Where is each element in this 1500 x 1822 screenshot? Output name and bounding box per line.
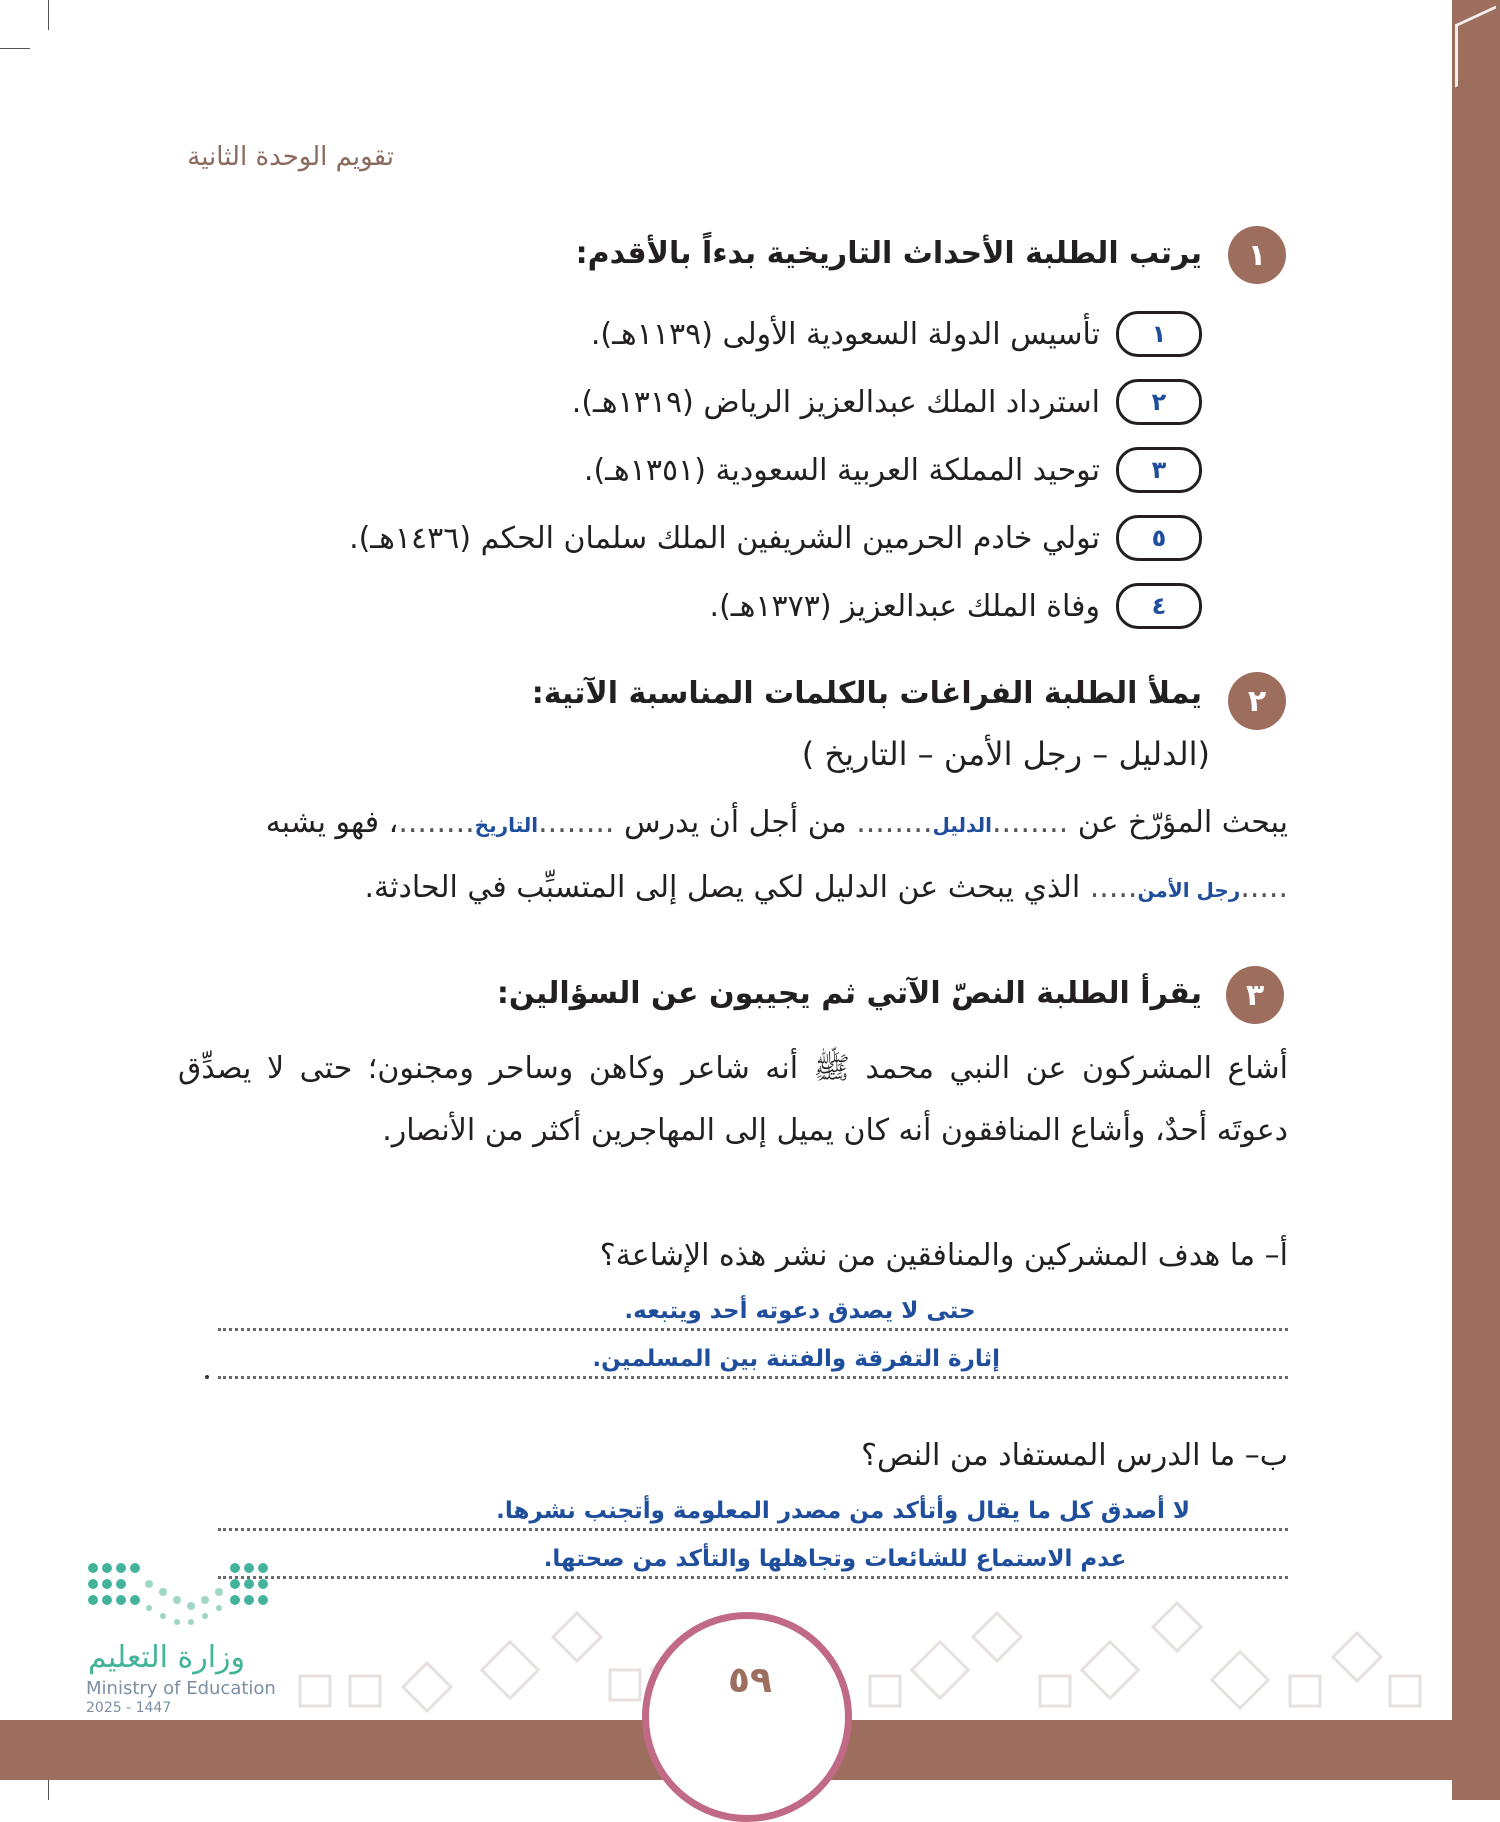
blank-answer[interactable]: التاريخ [474, 813, 539, 837]
blank-dots: ........ [991, 805, 1069, 840]
blank-answer[interactable]: رجل الأمن [1137, 878, 1241, 902]
answer-b2[interactable]: عدم الاستماع للشائعات وتجاهلها والتأكد من صحتها. [543, 1546, 1127, 1572]
trailing-dot [205, 1375, 209, 1379]
decorative-pattern-icon [280, 1580, 1450, 1720]
question-2-title: يملأ الطلبة الفراغات بالكلمات المناسبة الآتية: [531, 676, 1202, 711]
question-1-badge: ١ [1228, 226, 1286, 284]
word-bank: (الدليل – رجل الأمن – التاريخ ) [801, 735, 1210, 773]
order-answer-box[interactable]: ٣ [1116, 447, 1202, 493]
answer-a1[interactable]: حتى لا يصدق دعوته أحد ويتبعه. [624, 1298, 976, 1324]
side-color-band [1452, 0, 1500, 1800]
sentence-text: يبحث المؤرّخ عن [1068, 805, 1288, 840]
ministry-logo-arabic: وزارة التعليم [88, 1640, 246, 1675]
question-3-title: يقرأ الطلبة النصّ الآتي ثم يجيبون عن السؤالين: [496, 976, 1202, 1011]
event-text: تولي خادم الحرمين الشريفين الملك سلمان الحكم (١٤٣٦هـ). [349, 520, 1100, 556]
question-b: ب– ما الدرس المستفاد من النص؟ [861, 1438, 1288, 1473]
reading-passage: أشاع المشركون عن النبي محمد ﷺ أنه شاعر وكاهن وساحر ومجنون؛ حتى لا يصدِّق دعوتَه أحدٌ، وأشاع المنافقون أنه كان يميل إلى المهاجرين أكثر من الأنصار. [178, 1051, 1288, 1148]
blank-dots: ........ [538, 805, 615, 840]
list-item [202, 300, 1202, 368]
ministry-logo-year: 2025 - 1447 [86, 1700, 172, 1716]
event-text: تأسيس الدولة السعودية الأولى (١١٣٩هـ). [590, 316, 1100, 352]
blank-dots: ..... [1240, 870, 1288, 905]
sentence-text: ، فهو يشبه [265, 805, 399, 840]
list-item [202, 368, 1202, 436]
ministry-logo-english: Ministry of Education [86, 1678, 276, 1699]
order-list [202, 300, 1202, 640]
question-1-title: يرتب الطلبة الأحداث التاريخية بدءاً بالأقدم: [575, 236, 1202, 271]
question-a: أ– ما هدف المشركين والمنافقين من نشر هذه الإشاعة؟ [599, 1238, 1288, 1273]
page-number: ٥٩ [728, 1660, 772, 1701]
order-answer-box[interactable]: ١ [1116, 311, 1202, 357]
question-2-badge: ٢ [1228, 672, 1286, 730]
fill-sentence-1 [266, 805, 1288, 840]
answer-a2[interactable]: إثارة التفرقة والفتنة بين المسلمين. [592, 1346, 1000, 1372]
list-item [202, 504, 1202, 572]
order-answer-box[interactable]: ٥ [1116, 515, 1202, 561]
answer-b1[interactable]: لا أصدق كل ما يقال وأتأكد من مصدر المعلومة وأتجنب نشرها. [496, 1498, 1190, 1524]
blank-answer[interactable]: الدليل [932, 813, 992, 837]
ministry-logo-icon [85, 1560, 275, 1630]
page-number-arc [642, 1612, 852, 1822]
page-header: تقويم الوحدة الثانية [187, 142, 394, 172]
sentence-text: من أجل أن يدرس [614, 805, 857, 840]
list-item [202, 436, 1202, 504]
crop-mark [0, 48, 30, 49]
fill-sentence-2 [365, 870, 1289, 905]
event-text: توحيد المملكة العربية السعودية (١٣٥١هـ). [583, 452, 1100, 488]
event-text: استرداد الملك عبدالعزيز الرياض (١٣١٩هـ). [571, 384, 1100, 420]
order-answer-box[interactable]: ٤ [1116, 583, 1202, 629]
question-3-badge: ٣ [1226, 966, 1284, 1024]
order-answer-box[interactable]: ٢ [1116, 379, 1202, 425]
list-item [202, 572, 1202, 640]
sentence-text: الذي يبحث عن الدليل لكي يصل إلى المتسبِّب في الحادثة. [364, 870, 1090, 905]
event-text: وفاة الملك عبدالعزيز (١٣٧٣هـ). [709, 588, 1100, 624]
crop-mark [48, 0, 49, 30]
blank-dots: ........ [856, 805, 933, 840]
blank-dots: ..... [1089, 870, 1138, 905]
blank-dots: ........ [398, 805, 475, 840]
